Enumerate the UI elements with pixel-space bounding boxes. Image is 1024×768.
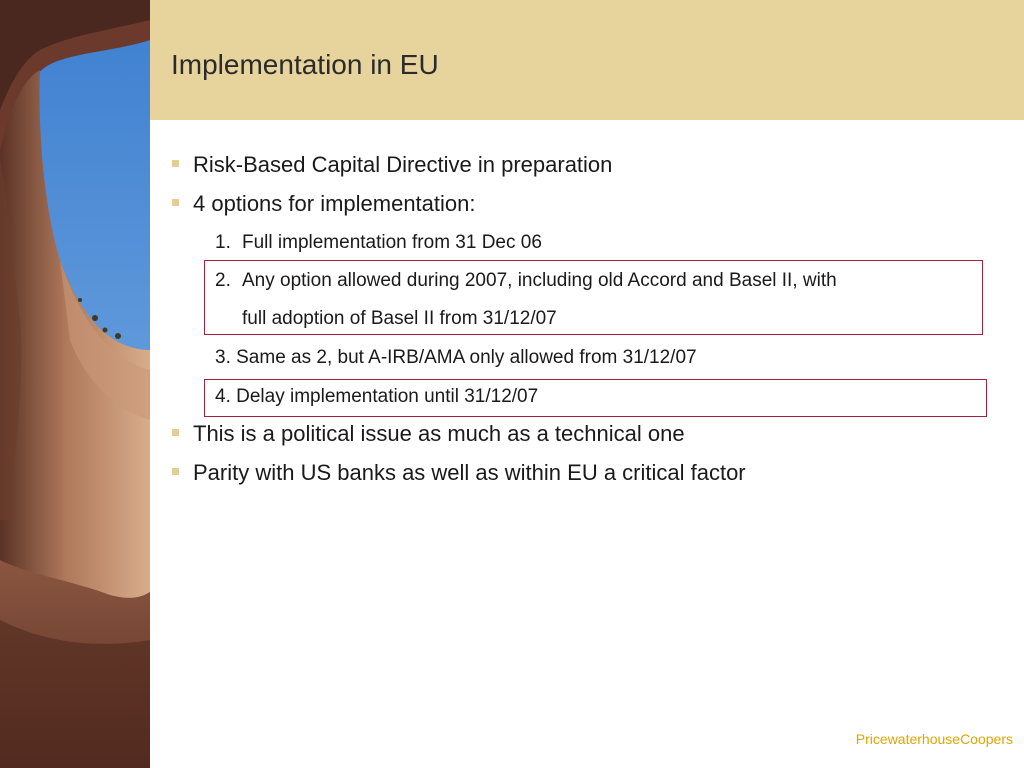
option-1: 1. Full implementation from 31 Dec 06 bbox=[215, 232, 542, 253]
option-3: 3. Same as 2, but A-IRB/AMA only allowed from 31/12/07 bbox=[215, 347, 697, 368]
footer-company-name: PricewaterhouseCoopers bbox=[855, 731, 1013, 747]
square-bullet-icon bbox=[172, 429, 179, 436]
option-4: 4. Delay implementation until 31/12/07 bbox=[215, 386, 539, 407]
bullet-2: 4 options for implementation: bbox=[172, 191, 476, 217]
square-bullet-icon bbox=[172, 199, 179, 206]
bullet-3: This is a political issue as much as a technical one bbox=[172, 421, 685, 447]
bullet-1: Risk-Based Capital Directive in preparation bbox=[172, 152, 612, 178]
square-bullet-icon bbox=[172, 468, 179, 475]
option-2-continuation: full adoption of Basel II from 31/12/07 bbox=[242, 308, 557, 329]
option-2: 2. Any option allowed during 2007, including old Accord and Basel II, with bbox=[215, 270, 837, 291]
square-bullet-icon bbox=[172, 160, 179, 167]
bullet-4: Parity with US banks as well as within EU a critical factor bbox=[172, 460, 746, 486]
canyon-arch-photo bbox=[0, 0, 150, 768]
slide-title: Implementation in EU bbox=[171, 49, 439, 80]
